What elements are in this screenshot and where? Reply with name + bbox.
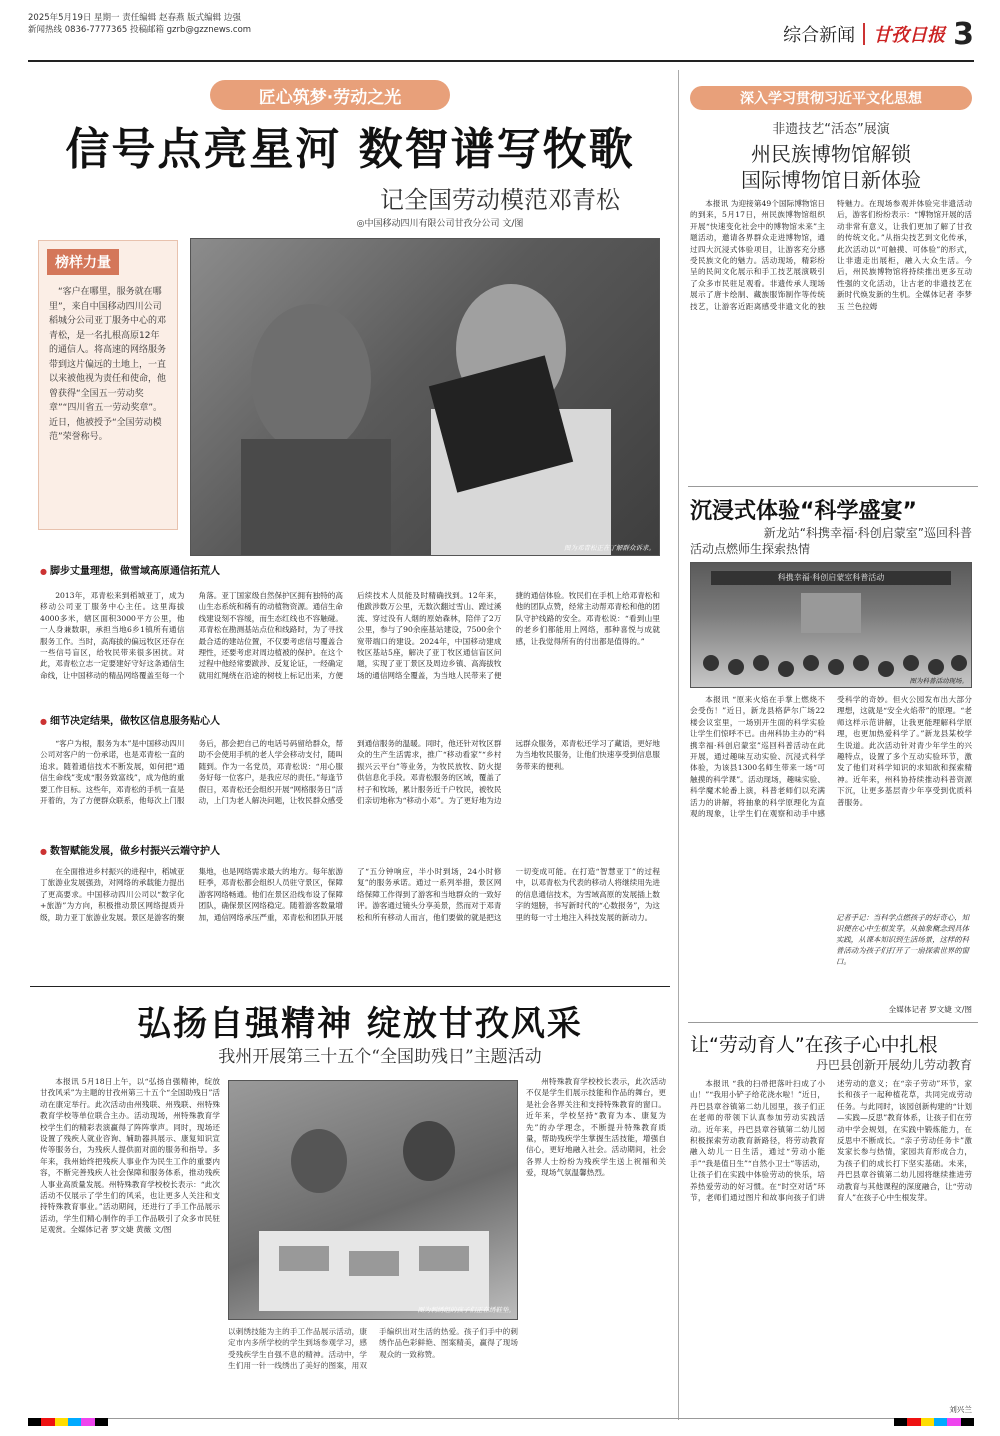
box-label: 榜样力量 [47, 249, 119, 275]
audience-illustration [691, 563, 972, 688]
labor-byline: 刘兴兰 [949, 1405, 972, 1414]
museum-body: 本报讯 为迎接第49个国际博物馆日的到来，5月17日，州民族博物馆组织开展“快速变化社会中的博物馆未来”主题活动，邀请各界群众走进博物馆，通过四大沉浸式体验项目，让游客充分感受民族文化的魅力。活动现场，精彩纷呈的民间文化展示和手工技艺展演吸引了众多市民驻足观看。非遗传承人现场展示了唐卡绘制、藏族服饰制作等传统技艺，让游客近距离感受非遗文化的独特魅力。在现场参观并体验完非遗活动后，游客们纷纷表示：“博物馆开展的活动非常有意义，让我们更加了解了甘孜的传统文化。”从指尖技艺到文化传承，此次活动以“可触摸、可体验”的形式，让非遗走出展柜，融入大众生活。今后，州民族博物馆将持续推出更多互动性强的文化活动，让古老的非遗技艺在新时代焕发新的生机。全媒体记者 李梦玉 兰色拉姆 [690, 199, 972, 311]
science-body: 本报讯 “原来火焰在手掌上燃烧不会受伤！”近日，新龙县格萨尔广场22楼会议室里，一场别开生面的科学实验让学生们惊呼不已。由州科协主办的“科携幸福·科创启蒙室”巡回科普活动在此开展，通过趣味互动实验、沉浸式科学体验，为该县1300名师生带来一场“可触摸的科学课”。活动现场，趣味实验、科学魔术轮番上演，科普老师们以充满活力的讲解，将抽象的科学原理化为直观的现象，让学生们在观察和动手中感受科学的奇妙。但火公园发布出大部分理想，这就是“安全火焰带”的原理。“老师这样示范讲解，让我更能理解科学原理，也更加热爱科学了。”新龙县某校学生说道。此次活动针对青少年学生的兴趣特点，设置了多个互动实验环节，激发了他们对科学知识的求知欲和探索精神。近年来，州科协持续推动科普资源下沉，让更多基层青少年享受到优质科普服务。 [690, 695, 972, 819]
science-reporter-note: 记者手记：当科学点燃孩子的好奇心，知识便在心中生根发芽。从抽象概念到具体实践，从课本知识到生活场景，这样的科普活动为孩子们打开了一扇探索世界的窗口。 [836, 912, 972, 1002]
main-photo [190, 238, 660, 556]
main-headline: 信号点亮星河 数智谱写牧歌 [65, 124, 635, 175]
role-model-box [38, 240, 178, 530]
museum-title-line2: 国际博物馆日新体验 [741, 168, 921, 190]
disability-subtitle: 我州开展第三十五个“全国助残日”主题活动 [218, 1047, 542, 1066]
header-rule [28, 60, 974, 62]
disability-photo-illustration [229, 1081, 518, 1320]
box-text: “客户在哪里，服务就在哪里”，来自中国移动四川公司稻城分公司亚丁服务中心的邓青松，是一名扎根高原12年的通信人。将高速的网络服务带到这片偏远的土地上，一直以来被他视为责任和使命，他曾获得“全国五一劳动奖章”“四川省五一劳动奖章”。近日，他被授予“全国劳动模范”荣誉称号。 [49, 287, 167, 442]
section2-heading: ● 细节决定结果，做牧区信息服务贴心人 [40, 712, 660, 726]
page-number: 3 [953, 16, 974, 52]
disability-photo-caption: 图为刺绣组的孩子们正在绣鞋垫。 [417, 1306, 515, 1314]
event-backdrop: 科携幸福·科创启蒙室科普活动 [711, 571, 951, 585]
column-divider [678, 70, 679, 1420]
print-color-bar-left [28, 1418, 108, 1426]
disability-photo [228, 1080, 518, 1320]
main-byline: ◎中国移动四川有限公司甘孜分公司 文/图 [356, 219, 524, 229]
science-photo-caption: 图为科普活动现场。 [909, 677, 968, 685]
disability-body-col3: 州特殊教育学校校长表示，此次活动不仅是学生们展示技能和作品的舞台，更是社会各界关注和支持特殊教育的窗口。近年来，学校坚持“教育为本、康复为先”的办学理念，不断提升特殊教育质量，帮助残疾学生掌握生活技能，增强自信心，更好地融入社会。活动期间，社会各界人士纷纷为残疾学生送上祝福和关爱，现场气氛温馨热烈。 [526, 1077, 666, 1178]
disability-body-col1: 本报讯 5月18日上午，以“弘扬自强精神，绽放甘孜风采”为主题的甘孜州第三十五个“全国助残日”活动在康定举行。此次活动由州残联、州残联、州特殊教育学校等单位联合主办。活动现场，州特殊教育学校学生们的精彩表演赢得了阵阵掌声。同时，现场还设置了残疾人就业咨询、辅助器具展示、康复知识宣传等服务台，为残疾人提供面对面的服务和指导。多年来，我州始终把残疾人事业作为民生工作的重要内容，不断完善残疾人社会保障和服务体系，推动残疾人事业高质量发展。州特殊教育学校校长表示：“此次活动不仅展示了学生们的风采，也让更多人关注和支持特殊教育事业。”活动期间，还进行了手工作品展示活动，学生们精心制作的手工作品吸引了众多市民驻足观赏。全媒体记者 罗文婕 黄薇 文/图 [40, 1077, 220, 1235]
main-photo-caption: 图为邓青松正在了解群众诉求。 [564, 544, 655, 552]
museum-kicker: 非遗技艺“活态”展演 [772, 122, 890, 136]
print-color-bar-right [894, 1418, 974, 1426]
science-subtitle-1: 新龙站“科携幸福·科创启蒙室”巡回科普 [763, 526, 972, 540]
labor-subtitle: 丹巴县创新开展幼儿劳动教育 [815, 1058, 972, 1072]
date-editor-line: 2025年5月19日 星期一 责任编辑 赵春燕 版式编辑 边强 [28, 13, 241, 23]
right-banner: 深入学习贯彻习近平文化思想 [690, 86, 972, 110]
separator [688, 486, 978, 487]
section3-heading: ● 数智赋能发展，做乡村振兴云端守护人 [40, 842, 660, 856]
section2-body: “客户为根，服务为本”是中国移动四川公司对客户的一份承诺，也是邓青松一直的追求。随着通信技术不断发展，如何把“通信生命线”变成“服务致富线”，成为他的重要工作目标。这些年，邓青松的手机一直是开着的，为了方便群众联系，他每次上门服务后，都会把自己的电话号码留给群众，帮助不会使用手机的老人学会移动支付，随叫随到。作为一名党员，邓青松说：“用心服务好每一位客户，是我应尽的责任。”每逢节假日，邓青松还会组织开展“网格服务日”活动，上门为老人解决问题，让牧民群众感受到通信服务的温暖。同时，他还针对牧区群众的生产生活需求，推广“移动看家”“乡村振兴云平台”等业务，为牧民放牧、防火提供信息化手段。邓青松服务的区域，覆盖了村子和牧场，累计服务近千户牧民，被牧民们亲切地称为“移动小邓”。为了更好地为边远群众服务，邓青松还学习了藏语，更好地为当地牧民服务，让他们快速享受到信息服务带来的便利。 [40, 739, 660, 806]
disability-headline: 弘扬自强精神 绽放甘孜风采 [137, 1004, 583, 1044]
paper-logo: 甘孜日报 [873, 25, 946, 46]
section1-body: 2013年，邓青松来到稻城亚丁，成为移动公司亚丁服务中心主任。这里海拔4000多米，辖区面积3000平方公里，他一人身兼数职，承担当地6乡1镇所有通信服务工作。当时，高海拔的偏远牧区还存在一些信号盲区，给牧民带来很多困扰。对此，邓青松立志一定要建好守好这条通信生命线，让中国移动的精品网络覆盖至每一个角落。亚丁国家级自然保护区拥有独特的高山生态系统和稀有的动植物资源。通信生命线建设刻不容缓，而生态红线也不容触碰。邓青松在勘测基站点位和线路时，为了寻找最合适的建站位置，不仅要考虑信号覆盖合理性，还要考虑对周边植被的保护。在这个过程中他经常要跋涉、反复论证，一经确定就用红绳绕在沿途的树枝上标记出来，方便后续技术人员能及时精确找到。12年来，他跋涉数万公里，无数次翻过雪山、蹚过溪流、穿过没有人烟的原始森林，陪伴了2万公里，参与了90余座基站建设，7500余个宽带端口的建设。2024年，中国移动建成牧区基站5座，解决了亚丁牧区通信盲区问题，实现了亚丁景区及周边乡镇、高海拔牧场的通信网络全覆盖，为当地人民带来了便捷的通信体验。牧民们在手机上给邓青松和他的团队点赞，经常主动帮邓青松和他的团队守护线路的安全。邓青松说：“看到山里的老乡们都能用上网络，那种喜悦与成就感，让我觉得所有的付出都是值得的。” [40, 591, 660, 680]
masthead-meta [28, 12, 448, 36]
section-name: 综合新闻 [783, 25, 856, 46]
masthead-right [783, 14, 974, 54]
left-banner: 匠心筑梦·劳动之光 [210, 80, 450, 110]
science-subtitle-2: 活动点燃师生探索热情 [690, 542, 811, 556]
divider [863, 23, 865, 45]
main-subtitle: 记全国劳动模范邓青松 [380, 186, 620, 214]
science-byline: 全媒体记者 罗文婕 文/图 [888, 1005, 972, 1014]
photo-illustration [191, 239, 660, 556]
disability-body-col2: 以刺绣技能为主的手工作品展示活动，康定市内多所学校的学生到场参观学习，感受残疾学生自强不息的精神。活动中，学生们用一针一线绣出了美好的图案，用双手编织出对生活的热爱。孩子们手中的刺绣作品色彩鲜艳、图案精美，赢得了现场观众的一致称赞。 [228, 1327, 518, 1371]
museum-title-line1: 州民族博物馆解锁 [751, 142, 911, 164]
labor-body: 本报讯 “我的扫帚把落叶扫成了小山！”“我用小铲子给花浇水啦！”近日，丹巴县章谷镇第二幼儿园里，孩子们正在老师的带领下认真参加劳动实践活动。近年来，丹巴县章谷镇第二幼儿园积极探索劳动教育新路径，将劳动教育融入幼儿一日生活，通过“劳动小能手”“我是值日生”“自然小卫士”等活动，让孩子们在实践中体验劳动的快乐，培养热爱劳动的好习惯。在“时空对话”环节，老师们通过图片和故事向孩子们讲述劳动的意义；在“亲子劳动”环节，家长和孩子一起种植花草，共同完成劳动任务。与此同时，该园创新构建的“计划—实践—反思”教育体系，让孩子们在劳动中学会规划，在实践中锻炼能力，在反思中不断成长。“亲子劳动任务卡”激发家长参与热情，家园共育形成合力，为孩子们的成长打下坚实基础。未来，丹巴县章谷镇第二幼儿园将继续推进劳动教育与其他课程的深度融合，让“劳动育人”在孩子心中生根发芽。 [690, 1079, 972, 1203]
science-headline: 沉浸式体验“科学盛宴” [690, 499, 917, 522]
science-photo [690, 562, 972, 688]
contact-line: 新闻热线 0836-7777365 投稿邮箱 gzrb@gzznews.com [28, 25, 252, 35]
separator [688, 1022, 978, 1023]
section3-body: 在全面推进乡村振兴的进程中，稻城亚丁旅游业发展强劲，对网络的承载能力提出了更高要求。中国移动四川公司以“数字化+旅游”为方向，积极推动景区网络提质升级，助力亚丁旅游业发展。景区是游客的聚集地，也是网络需求最大的地方。每年旅游旺季，邓青松都会组织人员驻守景区，保障游客网络畅通。他们在景区沿线布设了保障团队，确保景区网络稳定。随着游客数量增加，通信网络承压严重，邓青松和团队开展了“五分钟响应，半小时到场，24小时修复”的服务承诺。通过一系列举措，景区网络保障工作得到了游客和当地群众的一致好评。游客通过镜头分享美景，然而对于邓青松和所有移动人而言，他们要做的就是把这一切变成可能。在打造“智慧亚丁”的过程中，以邓青松为代表的移动人将继续用先进的信息通信技术，为雪域高原的发展插上数字的翅膀，书写新时代的“心数报务”，为这里的每一寸土地注入科技发展的新动力。 [40, 867, 660, 922]
labor-headline: 让“劳动育人”在孩子心中扎根 [690, 1034, 938, 1056]
separator [30, 986, 670, 987]
section1-heading: ● 脚步丈量理想，做雪域高原通信拓荒人 [40, 562, 660, 576]
footer-rule [28, 1418, 974, 1419]
